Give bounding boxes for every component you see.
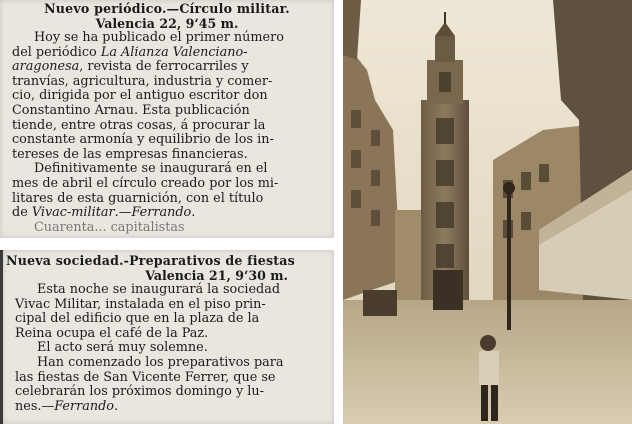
clipping-2-headline: Nueva sociedad.-Preparativos de fiestas <box>6 253 295 268</box>
signature: Ferrando <box>54 398 115 414</box>
clipping-1-body <box>0 31 334 235</box>
text-line: del periódico La Alianza Valenciano- <box>12 44 248 60</box>
text-line: tiende, entre otras cosas, á procurar la <box>12 117 266 133</box>
text-line: Definitivamente se inaugurará en el <box>34 161 268 177</box>
text-line-cut: Cuarenta... capitalistas <box>34 219 185 235</box>
text-line: tereses de las empresas financieras. <box>12 146 248 162</box>
text-line: las fiestas de San Vicente Ferrer, que se <box>15 369 276 385</box>
text-line: cio, dirigida por el antiguo escritor don <box>12 88 268 104</box>
clipping-2-dateline: Valencia 21, 9‘30 m. <box>145 268 288 283</box>
text-line: Reina ocupa el café de la Paz. <box>15 325 209 341</box>
society-name: Vivac-militar <box>31 205 115 221</box>
text-line: El acto será muy solemne. <box>37 340 208 356</box>
text-line: Hoy se ha publicado el primer número <box>34 30 284 45</box>
text-line: tranvías, agricultura, industria y comer- <box>12 73 273 89</box>
text-line: mes de abril el círculo creado por los mi- <box>12 175 279 191</box>
newspaper-title: La Alianza Valenciano- <box>100 44 248 60</box>
street-photo-image <box>343 0 632 424</box>
text-line: Constantino Arnau. Esta publicación <box>12 102 250 118</box>
text-line: celebrarán los próximos domingo y lu- <box>15 384 264 400</box>
text-line: aragonesa, revista de ferrocarriles y <box>12 59 249 75</box>
text-line: nes.—Ferrando. <box>15 398 119 414</box>
text-line: Han comenzado los preparativos para <box>37 354 284 370</box>
text-line: Vivac Militar, instalada en el piso prin- <box>15 296 266 312</box>
text-line: litares de esta guarnición, con el título <box>12 190 264 206</box>
clipping-1-dateline: Valencia 22, 9‘45 m. <box>95 16 239 31</box>
newspaper-clipping-2 <box>0 250 334 424</box>
newspaper-clipping-1 <box>0 0 334 238</box>
text-line: Esta noche se inaugurará la sociedad <box>37 282 281 297</box>
street-photo <box>343 0 632 424</box>
clipping-1-headline: Nuevo periódico.—Círculo militar. <box>44 1 290 16</box>
signature: Ferrando <box>131 205 192 221</box>
text-line: cipal del edificio que en la plaza de la <box>15 311 260 327</box>
clipping-2-body <box>3 283 334 414</box>
text-line: de Vivac-militar.—Ferrando. <box>12 205 196 221</box>
text-line: constante armonía y equilibrio de los in- <box>12 132 274 148</box>
